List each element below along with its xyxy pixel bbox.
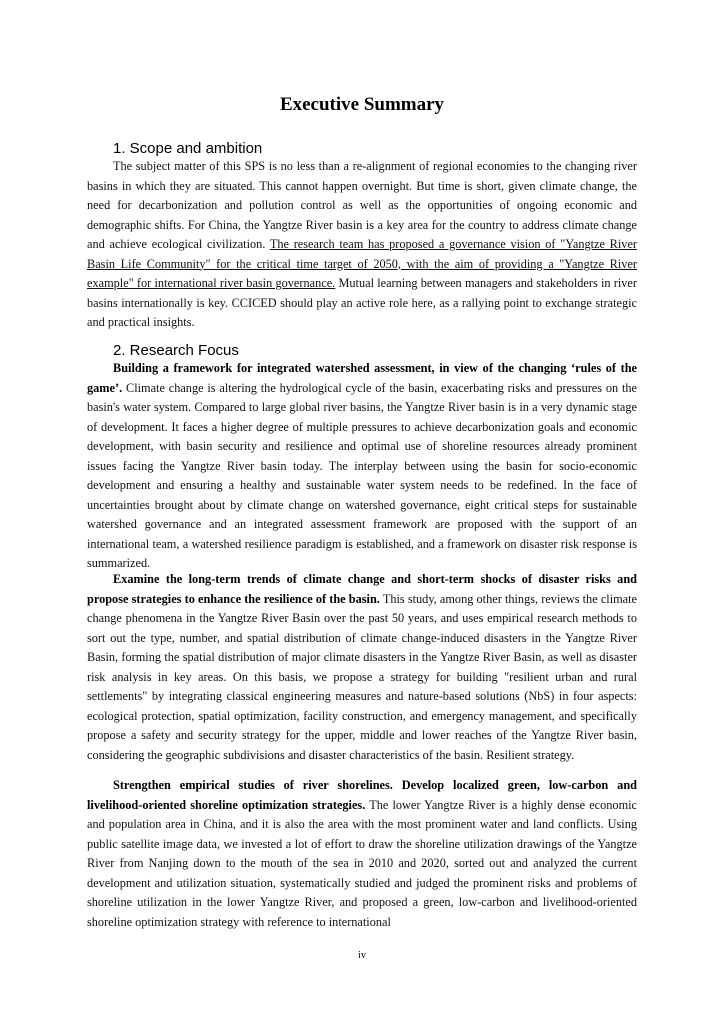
paragraph-framework <box>87 359 637 574</box>
section-heading-scope: 1. Scope and ambition <box>113 140 263 157</box>
paragraph-climate-trends <box>87 570 637 765</box>
paragraph-lead: Strengthen empirical studies of river shorelines. Develop localized green, low-carbon and livelihood-oriented shoreline optimization strategies. <box>87 778 637 812</box>
section-heading-research: 2. Research Focus <box>113 342 239 359</box>
paragraph-lead: Examine the long-term trends of climate change and short-term shocks of disaster risks and propose strategies to enhance the resilience of the basin. <box>87 572 637 606</box>
paragraph-text: Mutual learning between managers and stakeholders in river basins internationally is key. CCICED should play an active role here, as a rallying point to exchange strategic and practical insights. <box>87 276 637 329</box>
paragraph-shorelines <box>87 776 637 932</box>
paragraph-scope <box>87 157 637 333</box>
page-number: iv <box>358 950 366 961</box>
underlined-statement: The research team has proposed a governance vision of "Yangtze River Basin Life Community" for the critical time target of 2050, with the aim of providing a "Yangtze River example" for international river basin governance. <box>87 237 637 290</box>
paragraph-text: Climate change is altering the hydrological cycle of the basin, exacerbating risks and pressures on the basin's water system. Compared to large global river basins, the Yangtze River basin is in a very dynamic stage of development. It faces a higher degree of multiple pressures to achieve decarbonization goals and economic development, with basin security and resilience and optimal use of shoreline resources already prominent issues facing the Yangtze River basin today. The interplay between using the basin for socio-economic development and ensuring a healthy and sustainable water system needs to be redefined. In the face of uncertainties brought about by climate change on watershed governance, eight critical steps for sustainable watershed governance and an integrated assessment framework are proposed with the support of an international team, a watershed resilience paradigm is established, and a framework on disaster risk response is summarized. <box>87 380 637 570</box>
paragraph-text: The lower Yangtze River is a highly dense economic and population area in China, and it is also the area with the most prominent water and land conflicts. Using public satellite image data, we invested a lot of effort to draw the shoreline utilization drawings of the Yangtze River from Nanjing down to the mouth of the sea in 2010 and 2020, sorted out and analyzed the current development and utilization situation, systematically studied and judged the prominent risks and problems of shoreline utilization in the lower Yangtze River, and proposed a green, low-carbon and livelihood-oriented shoreline optimization strategy with reference to international <box>87 797 638 929</box>
paragraph-text: The subject matter of this SPS is no less than a re-alignment of regional economies to the changing river basins in which they are situated. This cannot happen overnight. But time is short, given climate change, the need for decarbonization and pollution control as well as the opportunities of ongoing economic and demographic shifts. For China, the Yangtze River basin is a key area for the country to address climate change and achieve ecological civilization. <box>87 159 637 251</box>
paragraph-lead: Building a framework for integrated watershed assessment, in view of the changing ‘rules of the game’. <box>87 361 637 395</box>
page-title: Executive Summary <box>279 94 445 115</box>
paragraph-text: This study, among other things, reviews the climate change phenomena in the Yangtze River Basin over the past 50 years, and uses empirical research methods to sort out the type, number, and spatial distribution of climate change-induced disasters in the Yangtze River Basin, forming the spatial distribution of major climate disasters in the Yangtze River Basin, as well as disaster risk analysis in key areas. On this basis, we propose a strategy for building "resilient urban and rural settlements" by integrating classical engineering measures and nature-based solutions (NbS) in four aspects: ecological protection, spatial optimization, facility construction, and emergency management, and specifically propose a safety and security strategy for the upper, middle and lower reaches of the Yangtze River basin, considering the geographic subdivisions and disaster characteristics of the basin. Resilient strategy. <box>87 591 638 762</box>
